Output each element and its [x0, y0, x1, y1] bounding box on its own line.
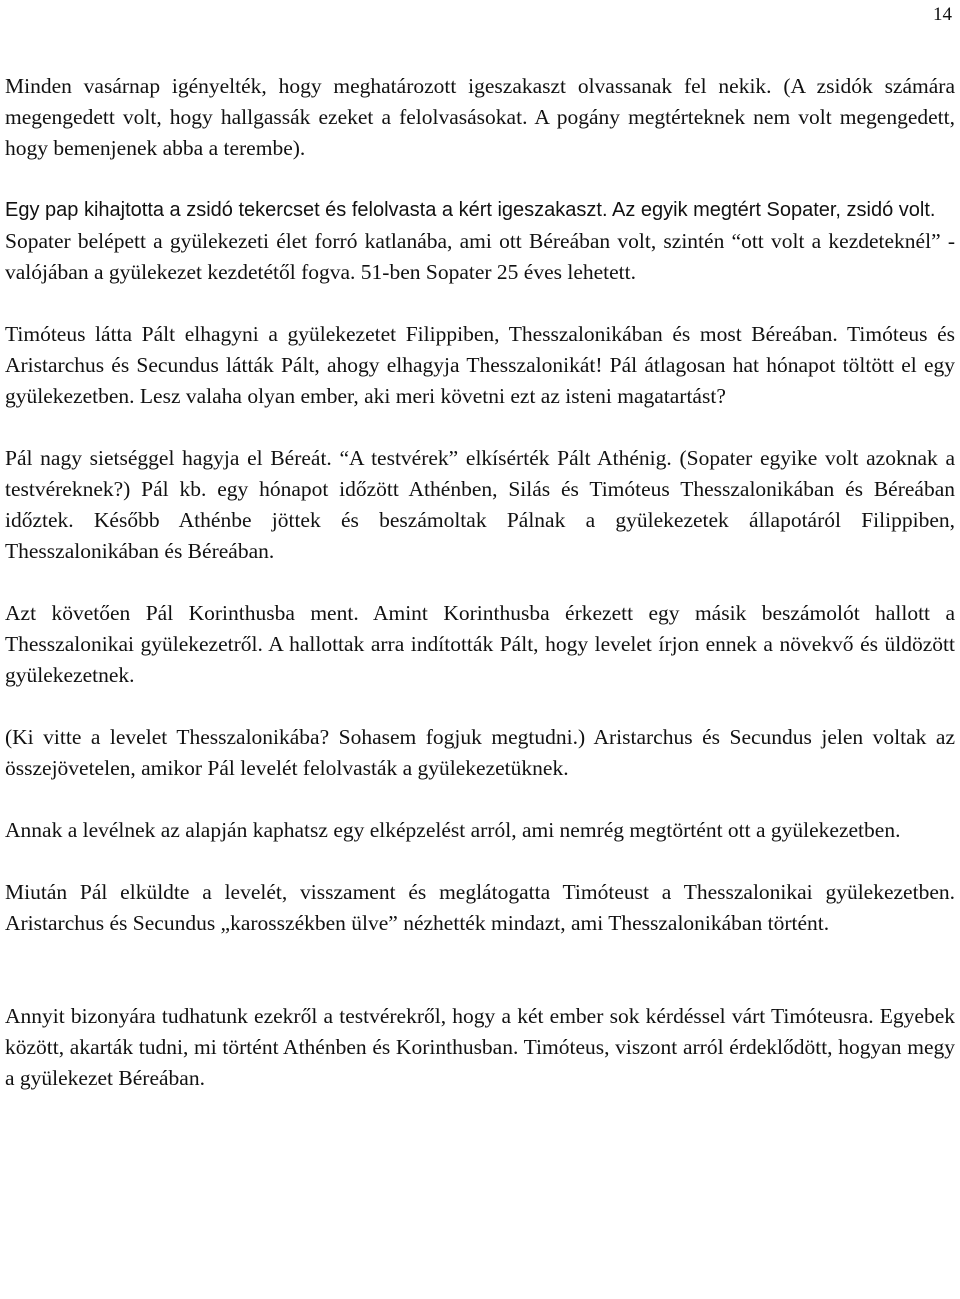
paragraph-6: Azt követően Pál Korinthusba ment. Amint Korinthusba érkezett egy másik beszámolót hallott a Thesszalonikai gyülekezetről. A hallottak arra indították Pált, hogy levelet írjon ennek a növekvő és üldözött gyülekezetnek.	[5, 601, 955, 687]
paragraph-8: Annak a levélnek az alapján kaphatsz egy elképzelést arról, ami nemrég megtörtént ott a gyülekezetben.	[5, 818, 901, 842]
paragraph-4: Timóteus látta Pált elhagyni a gyülekezetet Filippiben, Thesszalonikában és most Béreában. Timóteus és Aristarchus és Secundus látták Pált, ahogy elhagyja Thesszalonikát! Pál átlagosan hat hónapot töltött el egy gyülekezetben. Lesz valaha olyan ember, aki meri követni ezt az isteni magatartást?	[5, 322, 955, 408]
paragraph-7: (Ki vitte a levelet Thesszalonikába? Sohasem fogjuk megtudni.) Aristarchus és Secundus jelen voltak az összejövetelen, amikor Pál levelét felolvasták a gyülekezetüknek.	[5, 725, 955, 780]
paragraph-2: Egy pap kihajtotta a zsidó tekercset és felolvasta a kért igeszakaszt. Az egyik megtért Sopater, zsidó volt.	[5, 199, 936, 221]
paragraph-10: Annyit bizonyára tudhatunk ezekről a testvérekről, hogy a két ember sok kérdéssel várt Timóteusra. Egyebek között, akarták tudni, mi történt Athénben és Korinthusban. Timóteus, viszont arról érdeklődött, hogyan megy a gyülekezet Béreában.	[5, 1004, 955, 1090]
document-body	[5, 71, 955, 1094]
paragraph-1: Minden vasárnap igényelték, hogy meghatározott igeszakaszt olvassanak fel nekik. (A zsidók számára megengedett volt, hogy hallgassák ezeket a felolvasásokat. A pogány megtérteknek nem volt megengedett, hogy bemenjenek abba a terembe).	[5, 74, 955, 160]
paragraph-5: Pál nagy sietséggel hagyja el Béreát. “A testvérek” elkísérték Pált Athénig. (Sopater egyike volt azoknak a testvéreknek?) Pál kb. egy hónapot időzött Athénben, Silás és Timóteus Thesszalonikában és Béreában időztek. Később Athénbe jöttek és beszámoltak Pálnak a gyülekezetek állapotáról Filippiben, Thesszalonikában és Béreában.	[5, 446, 955, 563]
page-number: 14	[933, 4, 952, 25]
paragraph-9: Miután Pál elküldte a levelét, visszament és meglátogatta Timóteust a Thesszalonikai gyülekezetben. Aristarchus és Secundus „karosszékben ülve” nézhették mindazt, ami Thesszalonikában történt.	[5, 880, 955, 935]
paragraph-3: Sopater belépett a gyülekezeti élet forró katlanába, ami ott Béreában volt, szintén “ott volt a kezdeteknél” - valójában a gyülekezet kezdetétől fogva. 51-ben Sopater 25 éves lehetett.	[5, 229, 955, 284]
